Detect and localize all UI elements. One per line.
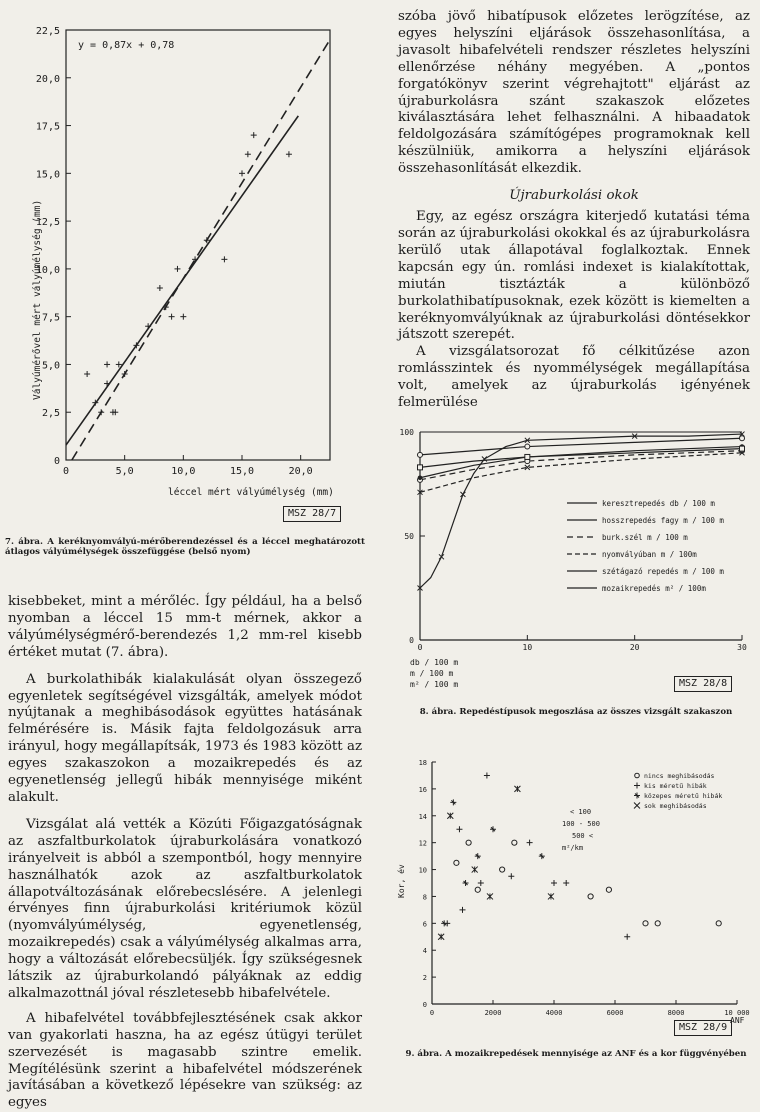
fig9-point [548, 893, 554, 899]
fig9-point [463, 880, 469, 886]
fig9-point [716, 921, 721, 926]
fig9-point [508, 873, 514, 879]
fig9-point [484, 772, 490, 778]
fig9-legend-marker [634, 783, 640, 789]
fig9-point [643, 921, 648, 926]
fig9-point [456, 826, 462, 832]
fig9-point [655, 921, 660, 926]
fig9-point [438, 934, 444, 940]
fig8-marker [740, 446, 745, 451]
fig7-ytick-label: 10,0 [35, 264, 60, 276]
fig9-point [624, 934, 630, 940]
fig8-xunit-3: m² / 100 m [410, 680, 459, 689]
fig8-legend-entry: hosszrepedés fagy m / 100 m [602, 516, 724, 525]
fig7-ytick-label: 22,5 [35, 26, 60, 37]
right-column [398, 9, 750, 412]
fig7-xtick-label: 10,0 [171, 466, 196, 477]
fig8-marker [418, 452, 423, 457]
right-paragraph-1: szóba jövő hibatípusok előzetes lerögzítése, az egyes helyszíni eljárások összehasonlítása, a javasolt hibafelvételi rendszer részletes helyszíni ellenőrzése néhány megyében. A „pontos forgatókönyv szerint végrehajtott" eljárást az újraburkolásra szánt szakaszok előzetes kiválasztására lehet felhasználni. A hibaadatok feldolgozására számítógépes programoknak kell készülniük, amikorra a helyszíni eljárások összehasonlítását elkezdik. [398, 9, 750, 177]
fig8-xtick-label: 10 [522, 643, 533, 652]
fig9-range-1: < 100 [570, 808, 592, 816]
fig9-point [466, 840, 471, 845]
fig9-ytick-label: 2 [422, 974, 427, 983]
fig8-legend-entry: mozaikrepedés m² / 100m [602, 584, 706, 593]
figure-7 [0, 0, 370, 560]
fig9-caption: 9. ábra. A mozaikrepedések mennyisége az ANF és a kor függvényében [405, 1049, 747, 1059]
fig9-tag: MSZ 28/9 [674, 1020, 732, 1036]
fig9-point [472, 867, 478, 873]
figure-9-chart [392, 748, 760, 1048]
fig9-legend-marker [634, 803, 640, 809]
fig9-point [450, 799, 456, 805]
fig7-ytick-label: 17,5 [35, 121, 60, 133]
fig9-point [490, 826, 496, 832]
fig7-ytick-label: 0 [53, 456, 60, 467]
fig9-xtick-label: 8000 [667, 1009, 685, 1017]
fig9-ytick-label: 16 [418, 785, 427, 794]
fig8-marker [525, 444, 530, 449]
fig8-legend-entry: keresztrepedés db / 100 m [602, 499, 715, 508]
figure-9 [392, 748, 760, 1084]
fig8-ytick-label: 100 [399, 428, 414, 437]
fig9-ytick-label: 4 [422, 947, 427, 956]
fig8-xunit-2: m / 100 m [410, 669, 454, 678]
fig9-point [563, 880, 569, 886]
fig7-data-point [84, 371, 90, 377]
fig9-xtick-label: 10 000 [724, 1009, 750, 1017]
fig9-point [527, 840, 533, 846]
fig8-xtick-label: 0 [417, 643, 423, 652]
fig9-legend-entry: sok meghibásodás [644, 802, 707, 810]
fig7-plot-frame [66, 30, 330, 460]
left-paragraph-1: kisebbeket, mint a mérőléc. Így például, ha a belső nyomban a léccel 15 mm-t mérnek, akkor a vályúmélységmérő-berendezés 1,2 mm-rel kisebb értéket mutat (7. ábra). [8, 594, 362, 660]
fig7-xtick-label: 20,0 [288, 466, 313, 477]
left-paragraph-4: A hibafelvétel továbbfejlesztésének csak akkor van gyakorlati haszna, ha az egész útügyi terület szervezését is magasabb szintre emelik. Megítélésünk szerint a hibafelvétel módszerének javításában a következő lépésekre van szükség: az egyes [8, 1010, 362, 1111]
section-title: Újraburkolási okok [509, 188, 639, 204]
fig9-xtick-label: 0 [429, 1009, 435, 1017]
fig9-ytick-label: 8 [422, 893, 427, 902]
fig7-xlabel: léccel mért vályúmélység (mm) [168, 487, 334, 498]
figure-7-chart [0, 0, 370, 560]
fig9-range-4: m²/km [562, 844, 584, 852]
fig8-tag: MSZ 28/8 [674, 676, 732, 692]
left-column [8, 594, 362, 1112]
fig7-data-point [180, 314, 186, 320]
fig8-marker [418, 465, 423, 470]
fig8-legend-entry: szétágazó repedés m / 100 m [602, 567, 724, 576]
fig9-ytick-label: 10 [418, 866, 427, 875]
fig9-point [454, 860, 459, 865]
fig9-point [514, 786, 520, 792]
fig9-range-3: 500 < [572, 832, 594, 840]
fig8-xunit-1: db / 100 m [410, 658, 459, 667]
fig9-legend-marker [635, 773, 640, 778]
right-paragraph-2: Egy, az egész országra kiterjedő kutatási téma során az újraburkolási okokkal és az újraburkolásra kerülő utak állapotával foglalkoztak. Ennek kapcsán egy ún. romlási indexet is kialakítottak, miután tisztázták a különböző burkolathibatípusoknak, ezek között is kiemelten a keréknyomvályúknak az újraburkolási döntésekkor játszott szerepét. [398, 209, 750, 343]
fig9-ytick-label: 18 [418, 759, 427, 767]
fig9-xtick-label: 6000 [606, 1009, 624, 1017]
fig8-caption: 8. ábra. Repedéstípusok megoszlása az összes vizsgált szakaszon [419, 707, 733, 717]
fig7-ytick-label: 5,0 [41, 360, 60, 372]
fig7-equation: y = 0,87x + 0,78 [78, 40, 175, 51]
fig9-point [606, 887, 611, 892]
fig9-point [475, 853, 481, 859]
fig9-point [460, 907, 466, 913]
fig9-point [487, 893, 493, 899]
fig9-range-2: 100 - 500 [562, 820, 600, 828]
figure-8-chart [392, 420, 760, 690]
fig9-xtick-label: 2000 [484, 1009, 502, 1017]
fig8-ytick-label: 0 [409, 636, 414, 645]
fig7-data-point [169, 314, 175, 320]
fig9-ytick-label: 6 [422, 920, 427, 929]
fig7-ytick-label: 2,5 [41, 408, 60, 420]
fig9-ytick-label: 0 [422, 1001, 427, 1009]
fig7-xtick-label: 0 [62, 466, 70, 477]
fig8-marker [525, 454, 530, 459]
fig7-data-point [174, 266, 180, 272]
fig7-ytick-label: 20,0 [35, 73, 60, 85]
fig7-dashed-line [72, 40, 330, 460]
left-paragraph-3: Vizsgálat alá vették a Közúti Főigazgatóságnak az aszfaltburkolatok újraburkolására vonatkozó irányelveit is abból a szempontból, hogy mennyire használhatók azok az aszfaltburkolatok állapotváltozásának előrebecslésére. A jelenlegi érvényes finn újraburkolási kritériumok közül (nyomvályúmélység, egyenetlenség, mozaikrepedés) csak a vályúmélység alkalmas arra, hogy a változását előrebecsüljék. Így szükségesnek látszik az újraburkolandó pályáknak az eddig alkalmazottnál jóval részletesebb hibafelvétele. [8, 816, 362, 1001]
fig7-data-point [245, 151, 251, 157]
fig7-data-point [157, 285, 163, 291]
fig8-series-line [420, 434, 742, 588]
fig9-ytick-label: 14 [418, 812, 427, 821]
fig9-point [441, 920, 447, 926]
fig7-tag: MSZ 28/7 [283, 506, 341, 522]
fig9-legend-entry: nincs meghibásodás [644, 772, 715, 780]
fig9-legend-marker [634, 793, 640, 799]
fig7-caption: 7. ábra. A keréknyomvályú-mérőberendezéssel és a léccel meghatározott átlagos vályúmélységek összefüggése (belső nyom) [5, 537, 365, 557]
fig7-data-point [251, 132, 257, 138]
fig7-data-point [104, 381, 110, 387]
fig9-ylabel: Kor, év [397, 864, 406, 898]
fig9-point [551, 880, 557, 886]
fig9-xlabel: ANF [730, 1016, 745, 1025]
fig8-marker [740, 436, 745, 441]
fig9-point [447, 813, 453, 819]
fig8-xtick-label: 30 [737, 643, 747, 652]
fig9-point [500, 867, 505, 872]
fig9-point [475, 887, 480, 892]
fig7-ylabel: Vályúmérővel mért vályúmélység (mm) [32, 199, 43, 400]
fig7-ytick-label: 7,5 [41, 312, 60, 324]
left-paragraph-2: A burkolathibák kialakulását olyan összegező egyenletek segítségével vizsgálták, amelyek módot nyújtanak a meghibásodások együttes hatásának felmérésére is. Másik fajta feldolgozásuk arra irányul, hogy megállapítsák, 1973 és 1983 között az egyes szakaszokon a mozaikrepedés és az egyenetlenség jellegű hibák mennyisége miként alakult. [8, 671, 362, 805]
fig8-marker [418, 475, 423, 480]
fig8-legend-entry: nyomvályúban m / 100m [602, 550, 697, 559]
fig7-data-point [104, 361, 110, 367]
fig7-ytick-label: 15,0 [35, 169, 60, 181]
fig7-data-point [286, 151, 292, 157]
fig8-legend-entry: burk.szél m / 100 m [602, 533, 688, 542]
fig7-data-point [239, 170, 245, 176]
fig7-data-point [221, 256, 227, 262]
fig9-legend-entry: közepes méretű hibák [644, 792, 723, 800]
fig7-data-point [145, 323, 151, 329]
fig9-point [512, 840, 517, 845]
fig7-xtick-label: 15,0 [229, 466, 255, 477]
fig8-ytick-label: 50 [404, 532, 414, 541]
fig8-series-line [420, 453, 742, 493]
fig9-xtick-label: 4000 [545, 1009, 563, 1017]
fig7-xtick-label: 5,0 [115, 466, 134, 477]
fig9-ytick-label: 12 [418, 839, 427, 848]
fig9-point [478, 880, 484, 886]
figure-8 [392, 420, 760, 740]
fig9-point [588, 894, 593, 899]
fig9-point [539, 853, 545, 859]
fig9-legend-entry: kis méretű hibák [644, 782, 707, 790]
fig7-ytick-label: 12,5 [35, 217, 60, 229]
fig8-xtick-label: 20 [629, 643, 640, 652]
right-paragraph-3: A vizsgálatsorozat fő célkitűzése azon romlásszintek és nyommélységek megállapítása volt, amelyek az újraburkolás igényének felmerülése [398, 344, 750, 411]
